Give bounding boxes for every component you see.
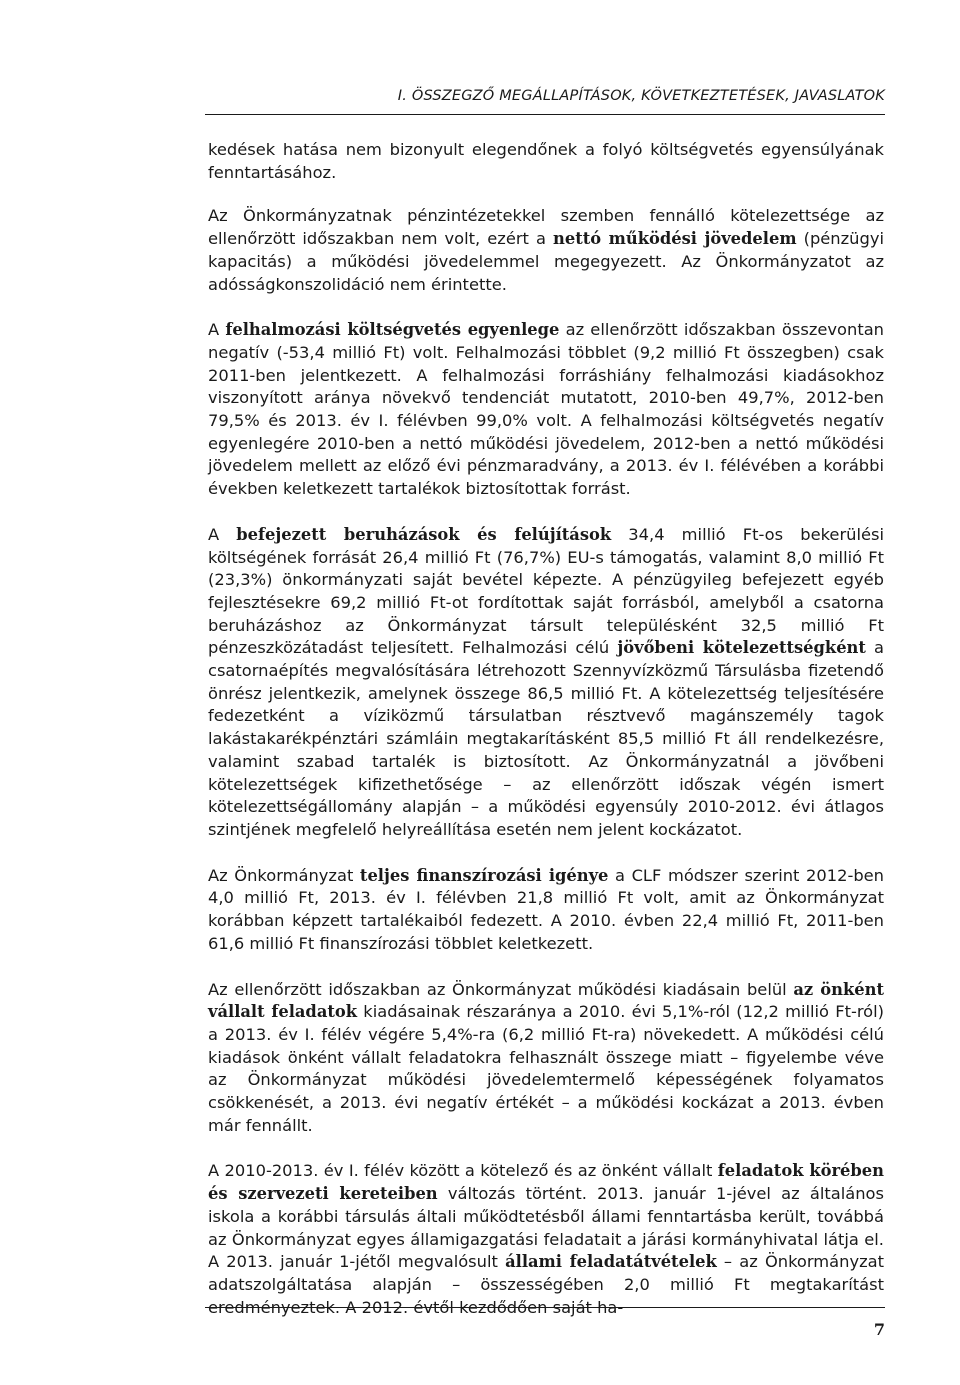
paragraph (208, 865, 884, 956)
text-run: a csatornaépítés megvalósítására létrehozott Szennyvízközmű Társulásba fizetendő önrész jelentkezik, amelynek összege 86,5 millió Ft. A kötelezettség teljesítésére fedezetként a víziközmű társulatban résztvevő magánszemély tagok lakástakarékpénztári számláin megtakarításként 85,5 millió Ft áll rendelkezésre, valamint szabad tartalék is biztosított. Az Önkormányzatnál a jövőbeni kötelezettségek kifizethetősége – az ellenőrzött időszak végén ismert kötelezettségállomány alapján – a működési egyensúly 2010-2012. évi átlagos szintjének megfelelő helyreállítása esetén nem jelent kockázatot. (208, 638, 884, 839)
paragraph (208, 524, 884, 842)
bold-term: teljes finanszírozási igénye (359, 865, 609, 885)
text-run: Az Önkormányzat (208, 865, 360, 885)
text-run: Az Önkormányzatnak pénzintézetekkel szemben fennálló kötelezettsége az ellenőrzött időszakban nem volt, ezért a (208, 206, 884, 249)
paragraph (208, 205, 884, 296)
text-run: kedések hatása nem bizonyult elegendőnek a folyó költségvetés egyensúlyának fenntartásához. (208, 140, 884, 182)
text-run: Az ellenőrzött időszakban az Önkormányzat működési kiadásain belül (208, 979, 794, 999)
text-run: A (208, 320, 226, 340)
text-run: A (208, 524, 237, 544)
paragraph (208, 319, 884, 501)
header-rule (205, 114, 885, 115)
text-run: – az Önkormányzat adatszolgáltatása alapján – összességében 2,0 millió Ft megtakarítást eredményeztek. A 2012. évtől kezdődően saját ha- (208, 1252, 884, 1317)
text-run: 34,4 millió Ft-os bekerülési költségének forrását 26,4 millió Ft (76,7%) EU-s támogatás, valamint 8,0 millió Ft (23,3%) önkormányzati saját bevétel képezte. A pénzügyileg befejezett egyéb fejlesztésekre 69,2 millió Ft-ot fordítottak saját forrásból, amelyből a csatorna beruházáshoz az Önkormányzat társult településként 32,5 millió Ft pénzeszközátadást teljesített. Felhalmozási célú (208, 524, 885, 658)
text-run: A 2010-2013. év I. félév között a kötelező és az önként vállalt (208, 1161, 718, 1181)
running-header: I. ÖSSZEGZŐ MEGÁLLAPÍTÁSOK, KÖVETKEZTETÉSEK, JAVASLATOK (397, 88, 885, 104)
bold-term: nettó működési jövedelem (553, 229, 797, 249)
page-number: 7 (873, 1320, 885, 1339)
bold-term: állami feladatátvételek (505, 1252, 717, 1272)
paragraph (208, 979, 884, 1138)
body-text (208, 139, 884, 1342)
text-run: (pénzügyi kapacitás) a működési jövedelemmel megegyezett. Az Önkormányzatot az adósságkonszolidáció nem érintette. (208, 229, 884, 294)
footer-rule (205, 1307, 885, 1308)
bold-term: jövőbeni kötelezettségként (617, 638, 866, 658)
paragraph (208, 139, 884, 184)
bold-term: feladatok körében és szervezeti kereteiben (208, 1161, 884, 1204)
text-run: az ellenőrzött időszakban összevontan negatív (-53,4 millió Ft) volt. Felhalmozási többlet (9,2 millió Ft összegben) csak 2011-ben jelentkezett. A felhalmozási forráshiány felhalmozási kiadásokhoz viszonyított aránya növekvő tendenciát mutatott, 2010-ben 49,7%, 2012-ben 79,5% és 2013. év I. félévben 99,0% volt. A felhalmozási költségvetés negatív egyenlegére 2010-ben a nettó működési jövedelem, 2012-ben a nettó működési jövedelem mellett az előző évi pénzmaradvány, a 2013. év I. félévében a korábbi években keletkezett tartalékok biztosítottak forrást. (208, 320, 884, 499)
paragraph (208, 1160, 884, 1319)
bold-term: az önként vállalt feladatok (208, 979, 884, 1022)
text-run: a CLF módszer szerint 2012-ben 4,0 millió Ft, 2013. év I. félévben 21,8 millió Ft volt, amit az Önkormányzat korábban képzett tartalékaiból fedezett. A 2010. évben 22,4 millió Ft, 2011-ben 61,6 millió Ft finanszírozási többlet keletkezett. (208, 865, 884, 953)
text-run: kiadásainak részaránya a 2010. évi 5,1%-ról (12,2 millió Ft-ról) a 2013. év I. félév végére 5,4%-ra (6,2 millió Ft-ra) növekedett. A működési célú kiadások önként vállalt feladatokra felhasznált összege miatt – figyelembe véve az Önkormányzat működési jövedelemtermelő képességének folyamatos csökkenését, a 2013. évi negatív értékét – a működési kockázat a 2013. évben már fennállt. (208, 1002, 885, 1135)
bold-term: felhalmozási költségvetés egyenlege (225, 320, 560, 340)
bold-term: befejezett beruházások és felújítások (236, 524, 612, 544)
text-run: változás történt. 2013. január 1-jével az általános iskola a korábbi társulás általi működtetésből állami fenntartásba került, továbbá az Önkormányzat egyes államigazgatási feladatait a járási kormányhivatal látja el. A 2013. január 1-jétől megvalósult (208, 1184, 885, 1272)
